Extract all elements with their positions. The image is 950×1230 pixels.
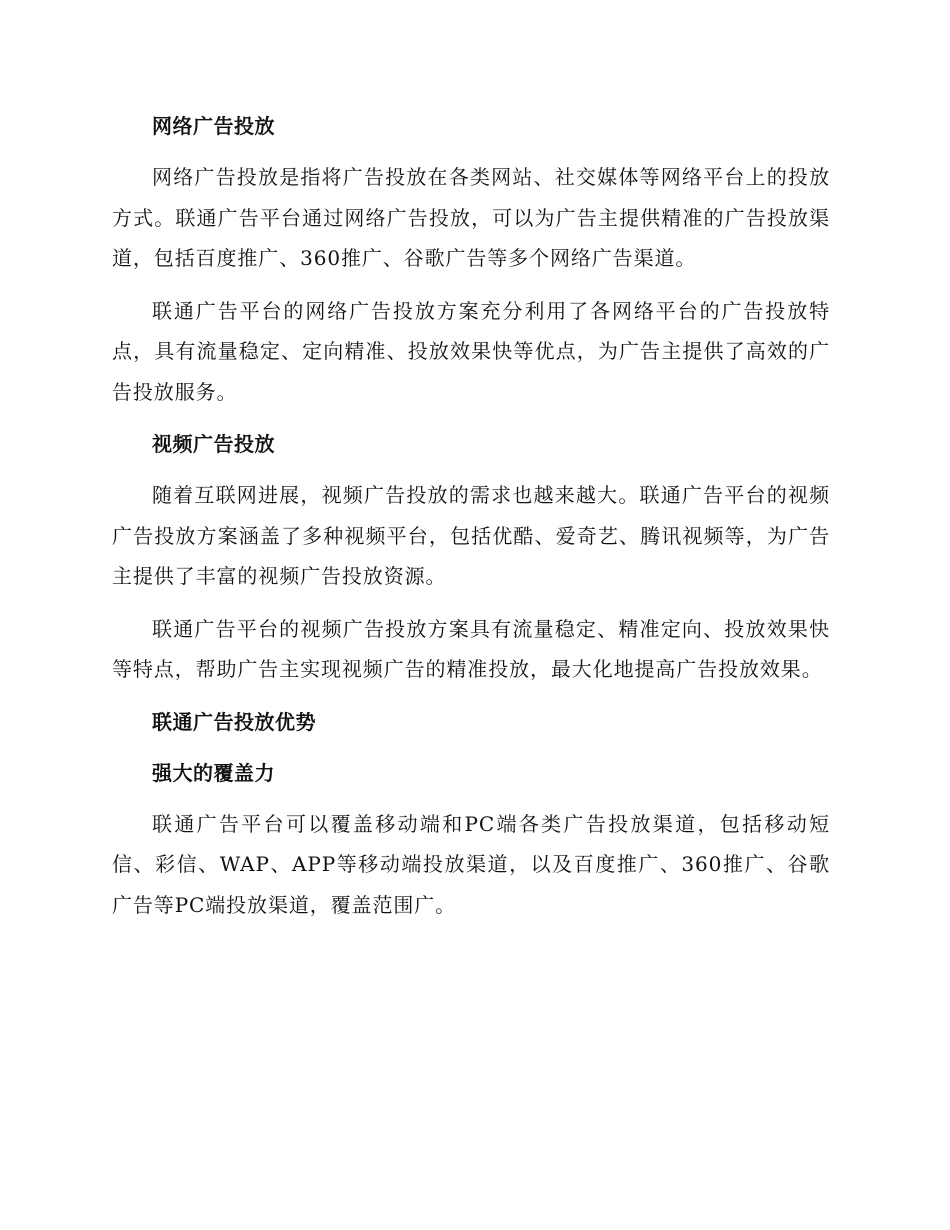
spacer <box>112 412 830 424</box>
spacer <box>112 597 830 609</box>
document-body <box>112 106 830 925</box>
spacer <box>112 690 830 702</box>
paragraph-network-ads-2: 联通广告平台的网络广告投放方案充分利用了各网络平台的广告投放特点，具有流量稳定、定向精准、投放效果快等优点，为广告主提供了高效的广告投放服务。 <box>112 298 830 404</box>
paragraph-network-ads-1: 网络广告投放是指将广告投放在各类网站、社交媒体等网络平台上的投放方式。联通广告平台通过网络广告投放，可以为广告主提供精准的广告投放渠道，包括百度推广、360推广、谷歌广告等多个网络广告渠道。 <box>112 165 830 270</box>
spacer <box>112 742 830 753</box>
spacer <box>112 464 830 475</box>
paragraph-video-ads-1: 随着互联网进展，视频广告投放的需求也越来越大。联通广告平台的视频广告投放方案涵盖了多种视频平台，包括优酷、爱奇艺、腾讯视频等，为广告主提供了丰富的视频广告投放资源。 <box>112 483 830 588</box>
heading-advantages: 联通广告投放优势 <box>152 709 316 734</box>
heading-video-ads: 视频广告投放 <box>152 432 275 456</box>
paragraph-coverage: 联通广告平台可以覆盖移动端和PC端各类广告投放渠道，包括移动短信、彩信、WAP、APP等移动端投放渠道，以及百度推广、360推广、谷歌广告等PC端投放渠道，覆盖范围广。 <box>112 811 830 917</box>
heading-network-ads: 网络广告投放 <box>152 114 275 138</box>
spacer <box>112 793 830 804</box>
spacer <box>112 279 830 291</box>
subheading-coverage: 强大的覆盖力 <box>152 760 275 785</box>
spacer <box>112 146 830 157</box>
paragraph-video-ads-2: 联通广告平台的视频广告投放方案具有流量稳定、精准定向、投放效果快等特点，帮助广告主实现视频广告的精准投放，最大化地提高广告投放效果。 <box>112 616 830 681</box>
